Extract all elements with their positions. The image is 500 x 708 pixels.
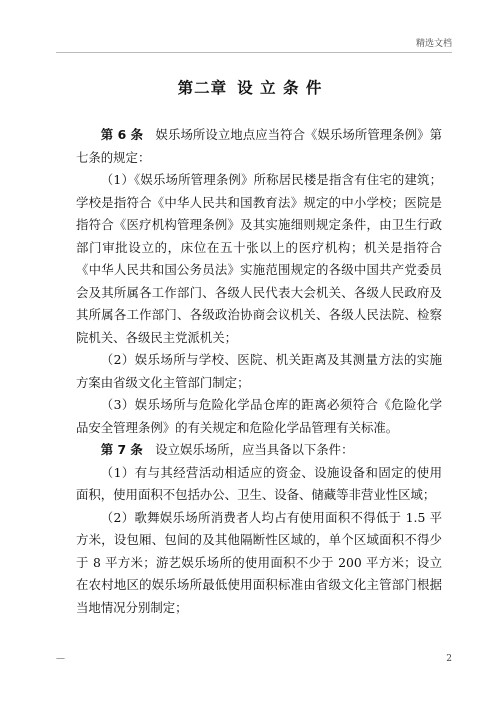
article-number: 第 7 条: [100, 442, 143, 457]
footer-mark: —: [56, 654, 65, 664]
document-body: [76, 124, 442, 619]
paragraph: [76, 439, 442, 462]
paragraph-text: （2）娱乐场所与学校、医院、机关距离及其测量方法的实施方案由省级文化主管部门制定；: [76, 352, 442, 390]
chapter-title: [0, 76, 500, 98]
paragraph-text: （2）歌舞娱乐场所消费者人均占有使用面积不得低于 1.5 平方米，设包厢、包间的及其他隔断性区域的，单个区域面积不得少于 8 平方米；游艺娱乐场所的使用面积不少于 200 平方米；设立在农村地区的娱乐场所最低使用面积标准由省级文化主管部门根据当地情况分别制定；: [76, 509, 442, 615]
paragraph: [76, 462, 442, 507]
paragraph-text: （3）娱乐场所与危险化学品仓库的距离必须符合《危险化学品安全管理条例》的有关规定和危险化学品管理有关标准。: [76, 397, 442, 435]
page-header: 精选文档: [415, 39, 452, 49]
paragraph: [76, 169, 442, 349]
paragraph: [76, 394, 442, 439]
paragraph: [76, 349, 442, 394]
paragraph-text: （1）《娱乐场所管理条例》所称居民楼是指含有住宅的建筑；学校是指符合《中华人民共和国教育法》规定的中小学校；医院是指符合《医疗机构管理条例》及其实施细则规定条件，由卫生行政部门审批设立的，床位在五十张以上的医疗机构；机关是指符合《中华人民共和国公务员法》实施范围规定的各级中国共产党委员会及其所属各工作部门、各级人民代表大会机关、各级人民政府及其所属各工作部门、各级政治协商会议机关、各级人民法院、检察院机关、各级民主党派机关；: [76, 172, 442, 345]
paragraph-text: 设立娱乐场所，应当具备以下条件：: [142, 442, 354, 457]
paragraph: [76, 124, 442, 169]
chapter-name: 设 立 条 件: [237, 79, 323, 97]
paragraph-text: （1）有与其经营活动相适应的资金、设施设备和固定的使用面积，使用面积不包括办公、卫生、设备、储藏等非营业性区域；: [76, 464, 442, 502]
chapter-number: 第二章: [177, 79, 228, 97]
header-rule: [56, 52, 452, 53]
page-number: 2: [446, 654, 452, 664]
article-number: 第 6 条: [100, 127, 144, 142]
paragraph: [76, 507, 442, 620]
paragraph-text: 娱乐场所设立地点应当符合《娱乐场所管理条例》第七条的规定：: [76, 127, 442, 165]
